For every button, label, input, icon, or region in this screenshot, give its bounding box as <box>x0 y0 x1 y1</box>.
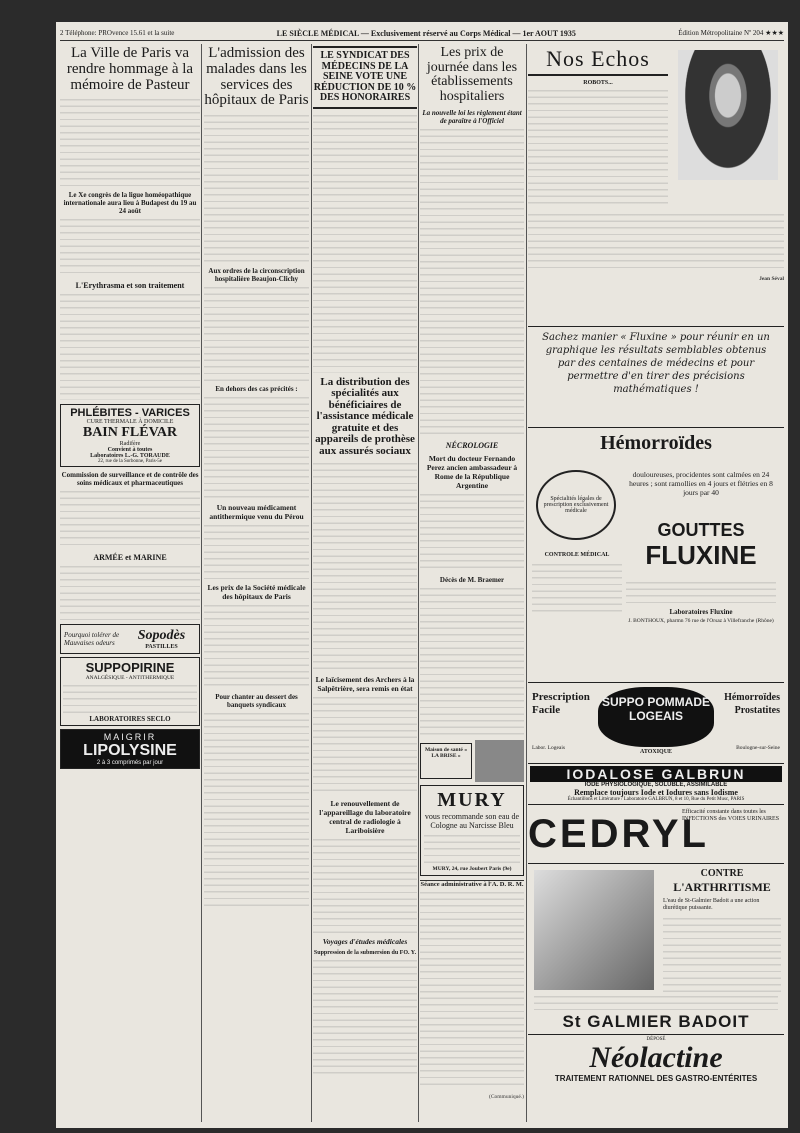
subhead-voyages: Voyages d'études médicales <box>322 937 408 947</box>
article-text <box>528 88 668 208</box>
subhead-loi: La nouvelle loi les règlement étant de paraître à l'Officiel <box>422 108 522 125</box>
article-text <box>60 97 200 187</box>
portrait-photo <box>678 50 778 180</box>
ad-text <box>424 833 520 863</box>
labor-logeais: Labor. Logeais <box>532 745 565 751</box>
article-text <box>313 113 417 373</box>
neolactine-name: Néolactine <box>589 1041 723 1074</box>
subhead-armee: ARMÉE et MARINE <box>93 553 167 563</box>
column-1 <box>60 44 200 1122</box>
subhead-radiologie: Le renouvellement de l'appareillage du laboratoire central de radiologie à Lariboisière <box>319 799 411 836</box>
subhead-erythrasma: L'Erythrasma et son traitement <box>75 281 185 291</box>
ad-iodalose <box>528 764 784 805</box>
fluxine: FLUXINE <box>645 540 757 570</box>
signature: Jean Séval <box>759 276 784 282</box>
subhead-prix-societe: Les prix de la Société médicale des hôpitaux de Paris <box>207 583 306 601</box>
ad-la-brise: Maison de santé « LA BRISE » <box>420 743 472 779</box>
ad-fluxine <box>528 432 784 683</box>
subhead-braemer: Décès de M. Braemer <box>439 575 505 584</box>
ad-text <box>663 916 781 996</box>
ad-suppopirine <box>60 657 200 726</box>
galmier-text: L'eau de St-Galmier Badoit a une action diurétique puissante. <box>663 898 760 911</box>
ad-sopodes-name: Sopodès <box>137 628 186 644</box>
ad-text <box>534 994 778 1010</box>
headline-syndicat: LE SYNDICAT DES MÉDECINS DE LA SEINE VOTE UNE RÉDUCTION DE 10 % DES HONORAIRES <box>313 46 417 109</box>
contre: CONTRE <box>700 868 744 879</box>
article-text <box>313 837 417 933</box>
gouttes: GOUTTES <box>657 520 745 540</box>
article-text <box>313 958 417 1078</box>
subhead-perou: Un nouveau médicament antithermique venu du Pérou <box>209 503 304 521</box>
subhead-dehors: En dehors des cas précités : <box>215 385 298 393</box>
article-text <box>313 695 417 795</box>
column-4 <box>420 44 524 1122</box>
article-text <box>420 127 524 437</box>
ad-text <box>532 562 622 612</box>
ad-seclo: LABORATOIRES SECLO <box>89 715 171 724</box>
hemo-prostatites: Hémorroïdes Prostatites <box>724 692 780 716</box>
article-text <box>420 586 524 736</box>
cedryl-name: CEDRYL <box>528 812 709 856</box>
prescription-facile: Prescription Facile <box>532 691 590 716</box>
ad-suppo-logeais <box>528 683 784 764</box>
article-text <box>204 523 309 579</box>
atoxique: ATOXIQUE <box>639 749 673 755</box>
lab-fluxine: Laboratoires Fluxine <box>669 608 733 616</box>
article-text <box>60 564 200 620</box>
ad-sopodes <box>60 624 200 654</box>
iodalose-sub: IODE PHYSIOLOGIQUE, SOLUBLE, ASSIMILABLE <box>584 782 728 788</box>
ad-mury-sub: vous recommande son eau de Cologne au Narcisse Bleu <box>424 811 520 830</box>
ad-text <box>626 580 776 604</box>
subhead-archers: Le laïcisement des Archers à la Salpêtrière, sera remis en état <box>315 675 415 694</box>
headline-admission: L'admission des malades dans les services des hôpitaux de Paris <box>204 45 309 109</box>
ad-suppopirine-title: SUPPOPIRINE <box>85 660 175 676</box>
column-5 <box>528 44 784 1122</box>
header-right: Édition Métropolitaine Nº 204 ★★★ <box>678 29 784 37</box>
ad-sopodes-pastilles: PASTILLES <box>145 644 178 651</box>
ad-row <box>420 740 524 782</box>
ad-radifere: Radifère <box>119 441 141 448</box>
arthritisme: L'ARTHRITISME <box>673 880 771 894</box>
article-text <box>204 113 309 263</box>
subhead-homeopathie: Le Xe congrès de la ligue homéopathique internationale aura lieu à Budapest du 19 au 24 août <box>63 191 197 216</box>
ad-phlebites: PHLÉBITES - VARICES <box>70 407 190 420</box>
column-2 <box>204 44 309 1122</box>
fluxine-handwriting: Sachez manier « Fluxine » pour réunir en un graphique les résultats semblables obtenus par des centaines de médecins et pour permettre d'en tirer des précisions mathématiques ! <box>528 327 784 428</box>
galmier-badoit: St GALMIER BADOIT <box>562 1012 750 1031</box>
iodalose-title: IODALOSE GALBRUN <box>530 766 782 782</box>
ad-badoit <box>528 864 784 1035</box>
controle-medical: CONTROLE MÉDICAL <box>544 552 610 558</box>
lab-fluxine-addr: J. BONTHOUX, pharmn 76 rue de l'Orsaz à Villefranche (Rhône) <box>628 618 774 624</box>
subhead-necrologie: NÉCROLOGIE <box>445 440 499 450</box>
column-rule <box>201 44 202 1122</box>
ad-mury-addr: MURY, 24, rue Joubert Paris (9e) <box>432 865 512 872</box>
article-text <box>420 492 524 572</box>
subhead-submersion: Suppression de la submersion du FO. Y. <box>313 950 417 957</box>
ad-convient: Convient à toutes <box>107 447 153 454</box>
ad-lipolysine-name: LIPOLYSINE <box>83 742 177 760</box>
subhead-perez: Mort du docteur Fernando Perez ancien ambassadeur à Rome de la République Argentine <box>426 453 518 490</box>
article-text <box>204 711 309 911</box>
subhead-banquets: Pour chanter au dessert des banquets syndicaux <box>215 693 298 709</box>
robots-title: ROBOTS... <box>583 80 613 86</box>
article-text <box>420 890 524 1090</box>
ad-mury <box>420 785 524 876</box>
newspaper-page <box>56 22 788 1128</box>
nos-echos-box <box>528 44 784 327</box>
iodalose-lab: Échantillons et Littérature / Laboratoire GALBRUN, 8 et 10, Rue du Petit Musc, PARIS <box>567 797 745 802</box>
iodalose-sub2: Remplace toujours Iode et Iodures sans Iodisme <box>574 788 738 797</box>
cedryl-text: Efficacité constante dans toutes les INFECTIONS des VOIES URINAIRES <box>682 809 780 822</box>
ad-suppopirine-sub: ANALGÉSIQUE - ANTITHERMIQUE <box>85 675 175 682</box>
article-text <box>60 489 200 549</box>
column-3 <box>313 44 417 1122</box>
header-left: 2 Téléphone: PROvence 15.61 et la suite <box>60 29 175 37</box>
article-text <box>204 603 309 689</box>
headline-prix-journee: Les prix de journée dans les établissements hospitaliers <box>426 45 518 105</box>
hemo-text: douloureuses, procidentes sont calmées en 24 heures ; sont ramollies en 4 jours et flétries en 8 jours par 40 <box>629 470 773 497</box>
ad-lipolysine-sub: 2 à 3 comprimés par jour <box>96 760 164 767</box>
subhead-beaujon: Aux ordres de la circonscription hospitalière Beaujon-Clichy <box>208 267 305 283</box>
article-text <box>528 212 784 272</box>
column-rule <box>526 44 527 1122</box>
article-text <box>60 217 200 277</box>
article-text <box>60 292 200 400</box>
article-text <box>204 395 309 499</box>
column-rule <box>418 44 419 1122</box>
ad-neolactine <box>528 1035 784 1083</box>
headline-distribution: La distribution des spécialités aux bénéficiaires de l'assistance médicale gratuite et des appareils de prothèse aux assurés sociaux <box>315 375 415 457</box>
boulogne: Boulogne-sur-Seine <box>736 745 780 751</box>
article-text <box>313 461 417 671</box>
ad-cure: CURE THERMALE À DOMICILE <box>86 419 174 426</box>
ad-maigrir: MAIGRIR <box>103 732 157 743</box>
column-rule <box>311 44 312 1122</box>
specialites-seal: Spécialités légales de prescription exclusivement médicale <box>536 470 616 540</box>
neolactine-sub: TRAITEMENT RATIONNEL DES GASTRO-ENTÉRITES <box>554 1074 758 1083</box>
article-text <box>204 285 309 381</box>
communique: (Communiqué.) <box>489 1093 524 1100</box>
ad-text <box>63 683 197 713</box>
ad-bain: BAIN FLÉVAR <box>82 425 178 441</box>
headline-pasteur: La Ville de Paris va rendre hommage à la mémoire de Pasteur <box>66 45 194 93</box>
bottle-illustration <box>534 870 654 990</box>
header-center: LE SIÈCLE MÉDICAL — Exclusivement réservé au Corps Médical — 1er AOUT 1935 <box>276 28 576 38</box>
nos-echos-title: Nos Echos <box>528 44 668 76</box>
hemo-title: Hémorroïdes <box>600 432 712 454</box>
subhead-seance: Séance administrative à l'A. D. R. M. <box>420 880 524 888</box>
ad-cedryl <box>528 805 784 864</box>
ad-bain-flevar <box>60 404 200 467</box>
ad-mury-name: MURY <box>437 788 507 811</box>
ad-sopodes-tagline: Pourquoi tolérer de Mauvaises odeurs <box>64 631 120 648</box>
ad-lipolysine <box>60 729 200 769</box>
neo-depose: DÉPOSÉ <box>646 1037 666 1042</box>
page-header <box>60 26 784 41</box>
ad-photo <box>475 740 524 782</box>
subhead-commission: Commission de surveillance et de contrôle des soins médicaux et pharmaceutiques <box>61 471 199 488</box>
ad-lab-addr: 22, rue de la Sorbonne, Paris-5e <box>97 459 162 465</box>
suppo-logo: SUPPO POMMADE LOGEAIS <box>598 687 714 747</box>
ad-lab: Laboratoires L.-G. TORAUDE <box>90 453 170 460</box>
